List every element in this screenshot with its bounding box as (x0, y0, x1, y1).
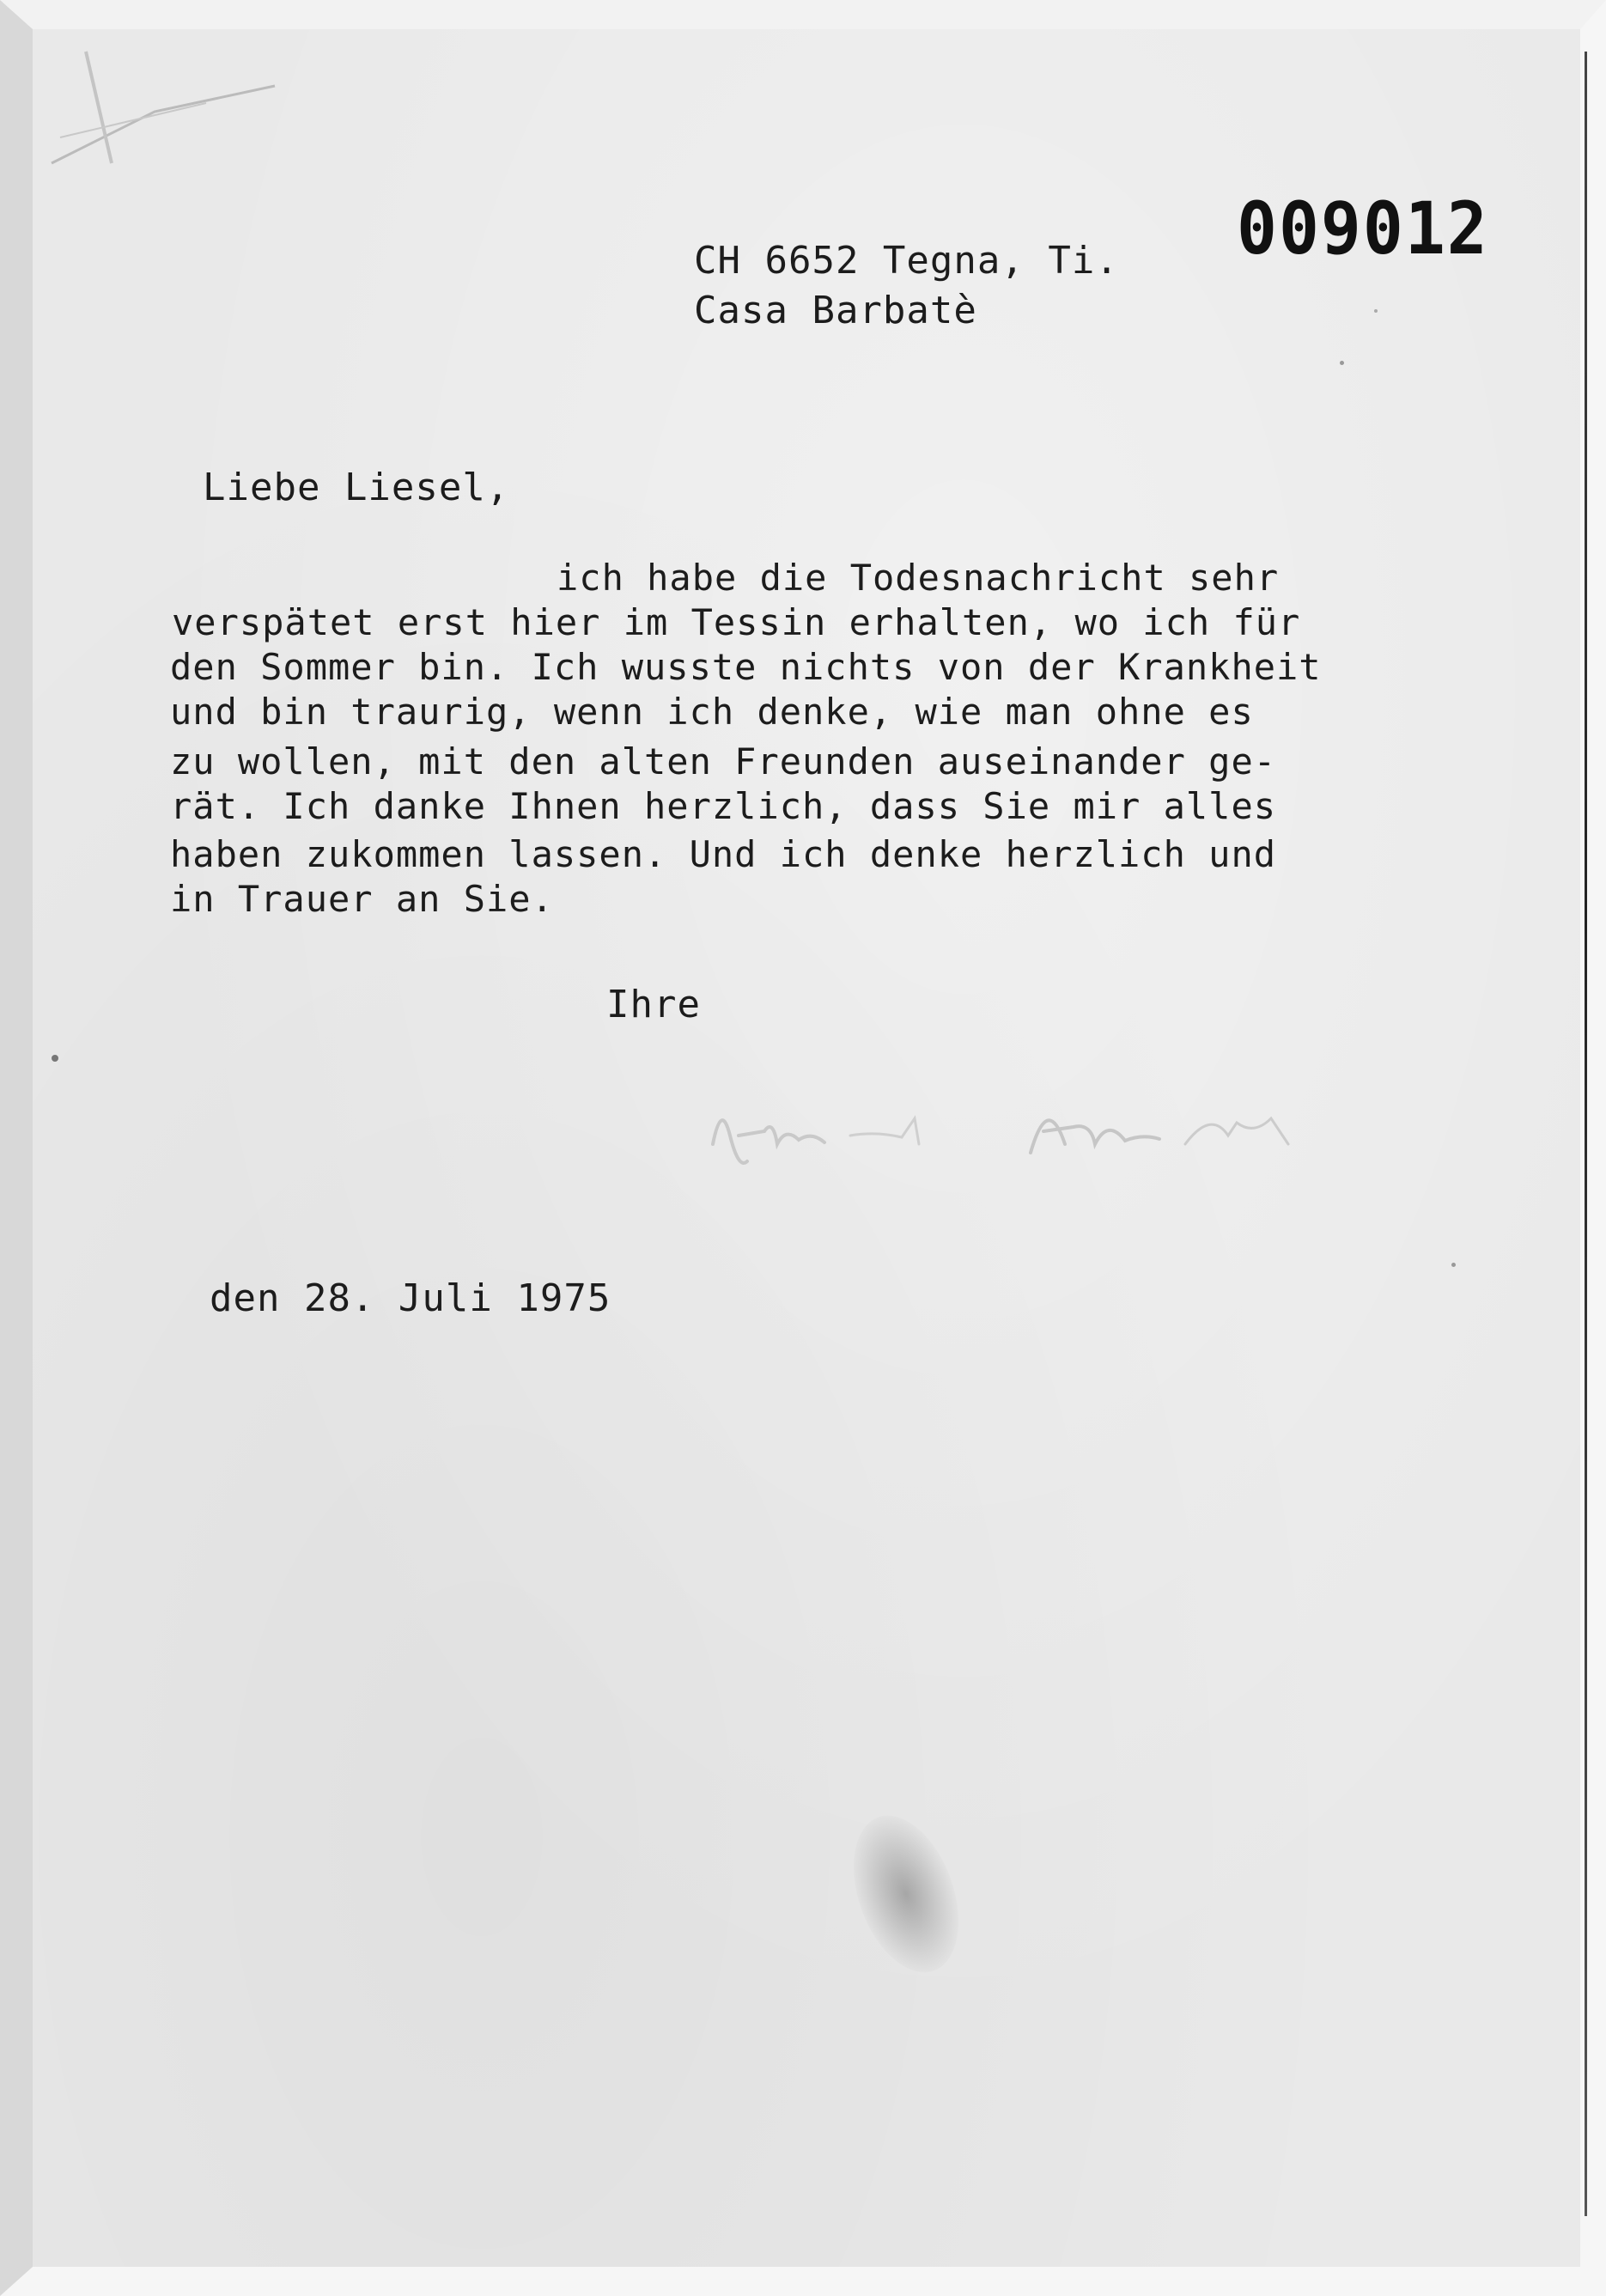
corner-scratch-marks (34, 34, 292, 189)
body-line: den Sommer bin. Ich wusste nichts von der Krankheit (170, 646, 1322, 688)
body-line: zu wollen, mit den alten Freunden auseinander ge- (170, 740, 1277, 783)
paper-speck (1374, 309, 1378, 313)
archive-number: 009012 (1237, 187, 1489, 271)
handwritten-signature (704, 1084, 1323, 1178)
paper-speck (52, 1055, 58, 1062)
body-line: rät. Ich danke Ihnen herzlich, dass Sie mir alles (170, 785, 1277, 827)
body-line: verspätet erst hier im Tessin erhalten, wo ich für (172, 601, 1301, 643)
paper-speck (1451, 1263, 1456, 1267)
body-line: und bin traurig, wenn ich denke, wie man ohne es (170, 691, 1254, 733)
date-line: den 28. Juli 1975 (210, 1276, 611, 1320)
address-line-2: Casa Barbatè (694, 289, 977, 332)
page-edge-line (1585, 52, 1587, 2216)
address-line-1: CH 6652 Tegna, Ti. (694, 239, 1119, 283)
salutation: Liebe Liesel, (203, 466, 510, 509)
body-line: ich habe die Todesnachricht sehr (557, 557, 1280, 599)
body-line: in Trauer an Sie. (170, 878, 554, 920)
paper-speck (1340, 361, 1344, 365)
closing: Ihre (606, 983, 701, 1026)
body-line: haben zukommen lassen. Und ich denke herzlich und (170, 833, 1277, 875)
